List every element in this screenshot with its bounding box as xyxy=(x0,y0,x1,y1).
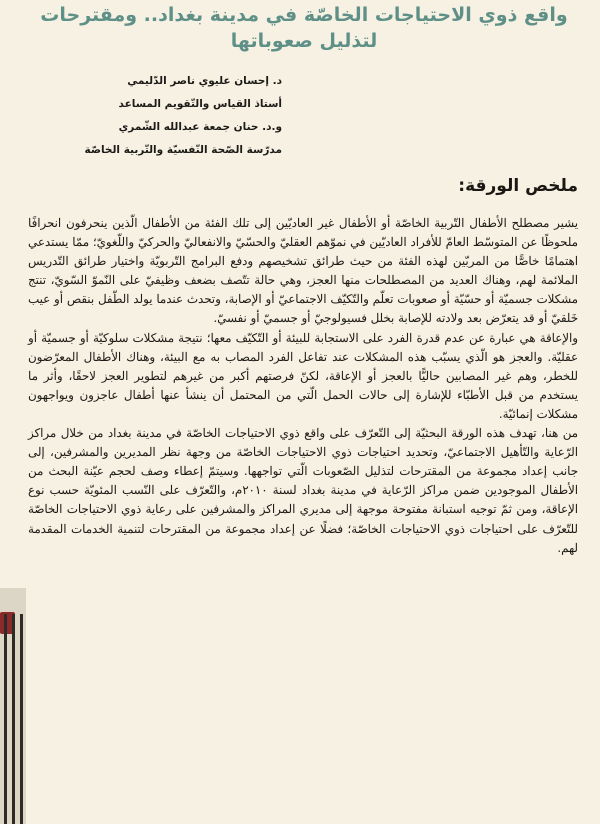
abstract-paragraph-1: يشير مصطلح الأطفال التّربية الخاصّة أو الأطفال غير العاديّين إلى تلك الفئة من الأطفال الّذين ينحرفون انحرافًا ملحوظًا عن المتوسّط العامّ للأفراد العاديّين في نموّهم العقليّ والحسّيّ والانفعاليّ والحركيّ واللّغويّ؛ ممّا يستدعي اهتمامًا خاصًّا من المربّين لهذه الفئة من حيث طرائق تشخيصهم ودفع البرامج التّربويّة واختيار طرائق التّدريس الملائمة لهم، وهناك العديد من المصطلحات منها العجز، وهي حالة تتّصف بضعف وظيفيّ على النّموّ السّويّ، تنتج مشكلات جسميّة أو حسّيّة أو صعوبات تعلّم والتّكيّف الاجتماعيّ أو الإصابة، وتحدث عندما يولد الطّفل بنقص أو عيب خَلقيّ أو قد يتعرّض بعد ولادته للإصابة بخلل فسيولوجيّ أو جسميّ أو نفسيّ. xyxy=(28,216,578,326)
abstract-paragraph-2: والإعاقة هي عبارة عن عدم قدرة الفرد على الاستجابة للبيئة أو التّكيّف معها؛ نتيجة مشكلات سلوكيّة أو جسميّة أو عقليّة. والعجز هو الّذي يسبّب هذه المشكلات عند تفاعل الفرد المصاب به مع البيئة، وهناك الأطفال المعرّضون للخطر، وهم غير المصابين حاليًّا بالعجز أو الإعاقة، لكنّ فرصتهم أكبر من غيرهم لتطوير العجز لاحقًا، وأثر ما يستخدم من قبل الأطبّاء للإشارة إلى حالات الحمل الّتي من المحتمل أن ينشأ عنها أطفال عاجزون ويواجهون مشكلات إنمائيّة. xyxy=(28,330,578,421)
author-name-2: و.د. حنان جمعة عبدالله الشّمري xyxy=(118,121,282,133)
abstract-body xyxy=(28,214,578,558)
author-name-1: د. إحسان عليوي ناصر الدّليمي xyxy=(127,75,282,87)
author-title-1: أستاذ القياس والتّقويم المساعد xyxy=(118,98,282,110)
abstract-paragraph-3: من هنا، تهدف هذه الورقة البحثيّة إلى التّعرّف على واقع ذوي الاحتياجات الخاصّة في مدينة بغداد من خلال مراكز الرّعاية والتّأهيل الاجتماعيّ، وتحديد احتياجات ذوي الاحتياجات الخاصّة من وجهة نظر المديرين والمشرفين، إلى جانب إعداد مجموعة من المقترحات لتذليل الصّعوبات الّتي تواجهها. وسيتمّ إعطاء وصف لحجم عيّنة البحث من الأطفال الموجودين ضمن مراكز الرّعاية في مدينة بغداد لسنة ٢٠١٠م، والتّعرّف على النّسب المئويّة حسب نوع الإعاقة، ومن ثمّ توجيه استبانة مفتوحة موجهة إلى مديري المراكز والمشرفين على رعاية ذوي الاحتياجات الخاصّة للتّعرّف على احتياجات ذوي الاحتياجات الخاصّة؛ فضلًا عن إعداد مجموعة من المقترحات لتنمية الخدمات المقدمة لهم. xyxy=(28,426,578,555)
author-title-2: مدرّسة الصّحة النّفسيّة والتّربية الخاصّة xyxy=(84,144,282,156)
book-spine-edge xyxy=(0,588,26,824)
paper-title: واقع ذوي الاحتياجات الخاصّة في مدينة بغداد.. ومقترحات لتذليل صعوباتها xyxy=(40,4,568,52)
author-block xyxy=(22,70,282,162)
abstract-heading: ملخص الورقة: xyxy=(458,176,578,196)
